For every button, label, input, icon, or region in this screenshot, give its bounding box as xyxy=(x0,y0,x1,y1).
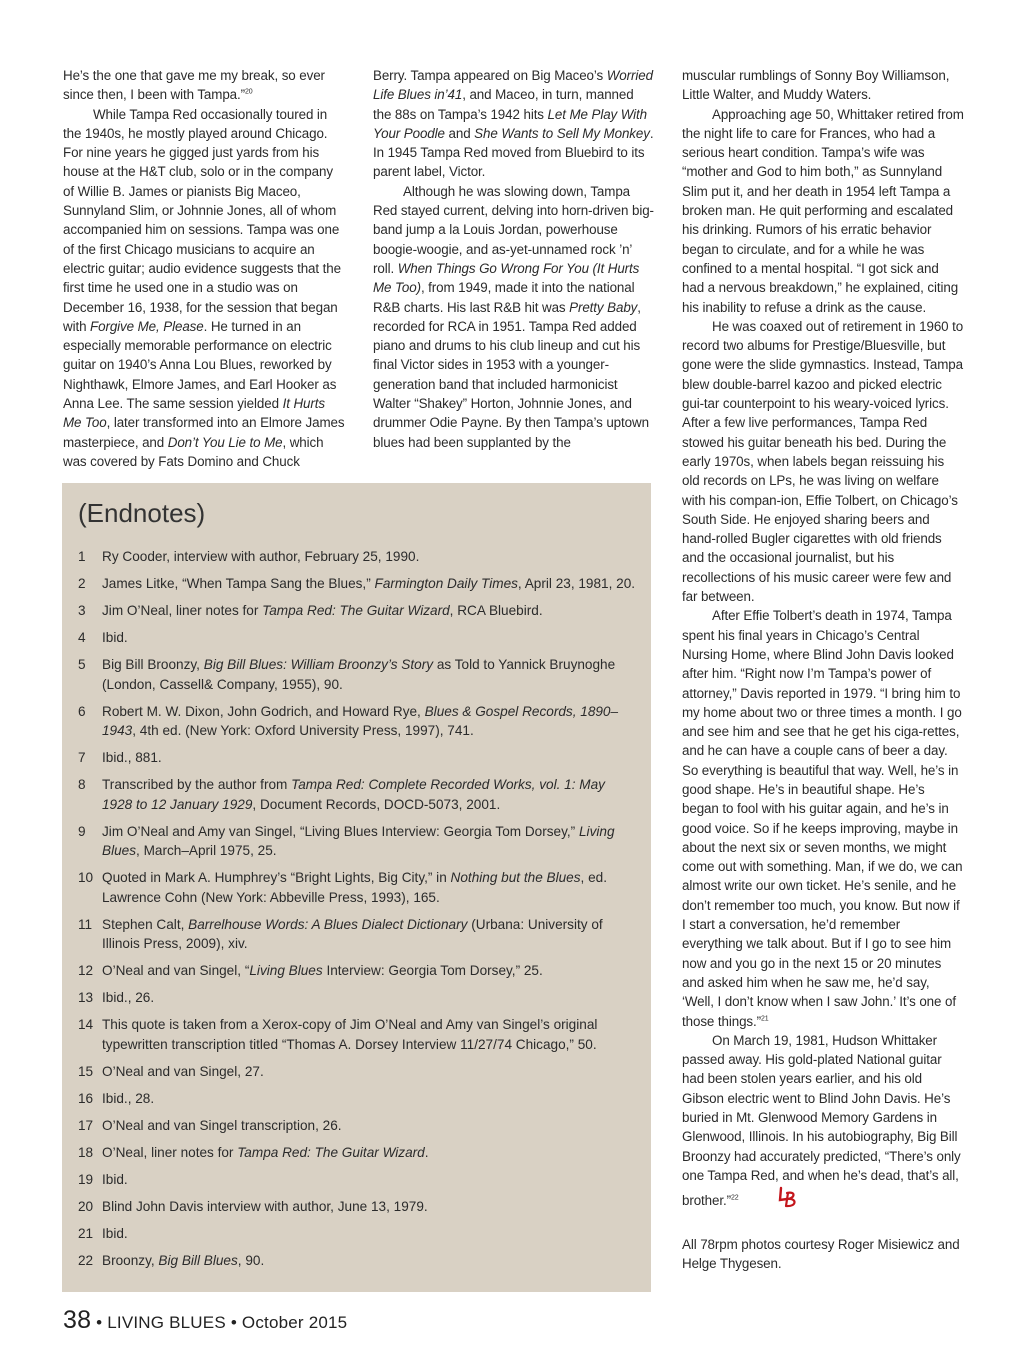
endnote-number: 11 xyxy=(78,916,93,932)
endnote-number: 2 xyxy=(78,576,86,591)
endnote-number: 21 xyxy=(78,1225,94,1241)
article-column-3 xyxy=(682,66,964,1273)
endnote-item: 10 Quoted in Mark A. Humphrey’s “Bright Lights, Big City,” in Nothing but the Blues, ed. Lawrence Cohn (New York: Abbeville Press, 1993), 165. xyxy=(78,870,607,905)
footer-bullet: • xyxy=(96,1313,103,1332)
signature-logo xyxy=(747,1185,801,1214)
page-number: 38 xyxy=(63,1306,92,1334)
endnote-item: 8 Transcribed by the author from Tampa Red: Complete Recorded Works, vol. 1: May 1928 to 12 January 1929, Document Records, DOCD-5073, 2001. xyxy=(78,777,605,812)
endnote-item: 16 Ibid., 28. xyxy=(78,1089,638,1109)
endnote-number: 16 xyxy=(78,1090,94,1106)
endnotes-box xyxy=(62,483,651,1292)
endnote-item: 13 Ibid., 26. xyxy=(78,988,638,1008)
endnote-item: 15 O’Neal and van Singel, 27. xyxy=(78,1062,638,1082)
paragraph: muscular rumblings of Sonny Boy Williamson, Little Walter, and Muddy Waters. xyxy=(682,68,950,103)
paragraph: After Effie Tolbert’s death in 1974, Tampa spent his final years in Chicago’s Central Nursing Home, where Blind John Davis looked after him. “Right now I’m Tampa’s power of attorney,” Davis reported in 1979. “I bring him to my home about two or three times a month. I go and see him and see that he get his ciga-rettes, and he can have a couple cans of beer a day. So everything is beautiful that way. Well, he’s in good shape. He’s in beautiful shape. He’s began to fool with his guitar again, and he’s in good voice. So if he keeps improving, maybe in about the next six or seven months, we might come out with something. Man, if we do, we can almost write our own ticket. He’s senile, and he don’t remember too much, you know. But now if I start a conversation, he’d remember everything we talk about. But if I go to see him now and you go in the next 15 or 20 minutes and asked him when he saw me, he’d say, ‘Well, I don’t know when I saw John.’ It’s one of those things.”$^{21}$ xyxy=(682,608,963,1029)
endnote-number: 17 xyxy=(78,1117,94,1133)
endnote-item: 12 O’Neal and van Singel, “Living Blues Interview: Georgia Tom Dorsey,” 25. xyxy=(78,961,638,981)
endnote-number: 6 xyxy=(78,703,86,719)
endnote-item: 22 Broonzy, Big Bill Blues, 90. xyxy=(78,1251,638,1271)
article-column-1 xyxy=(63,66,346,471)
paragraph: Approaching age 50, Whittaker retired from the night life to care for Frances, who had a serious heart condition. Tampa’s wife was “mother and God to him both,” as Sunnyland Slim put it, and her death in 1954 left Tampa a broken man. He quit performing and escalated his drinking. Rumors of his erratic behavior began to circulate, and for a while he was confined to a mental hospital. “I got sick and had a nervous breakdown,” he explained, citing his inability to refuse a drink as the cause. xyxy=(682,106,964,315)
paragraph: He was coaxed out of retirement in 1960 to record two albums for Prestige/Bluesville, but gone were the slide gymnastics. Instead, Tampa blew double-barrel kazoo and picked electric gui-tar counterpoint to his weary-voiced lyrics. After a few live performances, Tampa Red stowed his guitar beneath his bed. During the early 1970s, when labels began reissuing his old records on LPs, he was living on welfare with his compan-ion, Effie Tolbert, on Chicago’s South Side. He enjoyed sharing beers and hand-rolled Bugler cigarettes with old friends and the occasional journalist, but his recollections of his music career were few and far between. xyxy=(682,318,964,605)
footnote-ref: 21 xyxy=(761,1015,769,1023)
endnote-item: 14 This quote is taken from a Xerox-copy of Jim O’Neal and Amy van Singel’s original typewritten transcription titled “Thomas A. Dorsey Interview 11/27/74 Chicago,” 50. xyxy=(78,1017,598,1052)
endnote-item: 11 Stephen Calt, Barrelhouse Words: A Blues Dialect Dictionary (Urbana: University of Illinois Press, 2009), xiv. xyxy=(78,916,603,951)
magazine-name: LIVING BLUES xyxy=(107,1313,226,1332)
endnote-number: 20 xyxy=(78,1198,94,1214)
endnote-number: 8 xyxy=(78,777,86,792)
endnote-number: 15 xyxy=(78,1063,94,1079)
page-footer xyxy=(63,1306,347,1335)
endnote-number: 7 xyxy=(78,750,86,765)
endnote-number: 10 xyxy=(78,870,94,885)
article-column-2 xyxy=(373,66,655,452)
endnote-item: 9 Jim O’Neal and Amy van Singel, “Living Blues Interview: Georgia Tom Dorsey,” Living Blues, March–April 1975, 25. xyxy=(78,823,615,858)
footer-bullet: • xyxy=(230,1313,237,1332)
endnote-item: 6 Robert M. W. Dixon, John Godrich, and Howard Rye, Blues & Gospel Records, 1890–1943, 4th ed. (New York: Oxford University Press, 1997), 741. xyxy=(78,703,619,738)
endnotes-title: (Endnotes) xyxy=(78,498,206,528)
endnote-item: 21 Ibid. xyxy=(78,1224,638,1244)
photo-credit: All 78rpm photos courtesy Roger Misiewicz and Helge Thygesen. xyxy=(682,1236,960,1271)
endnote-item: 17 O’Neal and van Singel transcription, 26. xyxy=(78,1116,638,1136)
endnote-item: 3 Jim O’Neal, liner notes for Tampa Red: The Guitar Wizard, RCA Bluebird. xyxy=(78,601,638,621)
endnote-number: 1 xyxy=(78,549,86,564)
endnote-item: 20 Blind John Davis interview with author, June 13, 1979. xyxy=(78,1197,638,1217)
endnote-number: 22 xyxy=(78,1252,94,1268)
endnote-item: 18 O’Neal, liner notes for Tampa Red: The Guitar Wizard. xyxy=(78,1143,638,1163)
endnotes-list xyxy=(78,547,638,1278)
endnote-item: 1 Ry Cooder, interview with author, February 25, 1990. xyxy=(78,547,638,567)
endnote-item: 2 James Litke, “When Tampa Sang the Blues,” Farmington Daily Times, April 23, 1981, 20. xyxy=(78,574,638,594)
endnote-number: 19 xyxy=(78,1171,94,1187)
endnote-item: 4 Ibid. xyxy=(78,628,638,648)
endnote-item: 19 Ibid. xyxy=(78,1170,638,1190)
footnote-ref: 20 xyxy=(245,88,253,96)
endnote-number: 12 xyxy=(78,963,94,978)
paragraph: Although he was slowing down, Tampa Red stayed current, delving into horn-driven big-band jump a la Louis Jordan, powerhouse boogie-woogie, and as-yet-unnamed rock ’n’ roll. When Things Go Wrong For You (It Hurts Me Too), from 1949, made it into the national R&B charts. His last R&B hit was Pretty Baby, recorded for RCA in 1951. Tampa Red added piano and drums to his club lineup and cut his final Victor sides in 1953 with a younger-generation band that included harmonicist Walter “Shakey” Horton, Johnnie Jones, and drummer Odie Payne. By then Tampa’s uptown blues had been supplanted by the xyxy=(373,183,654,450)
paragraph: Berry. Tampa appeared on Big Maceo’s Worried Life Blues in’41, and Maceo, in turn, manned the 88s on Tampa’s 1942 hits Let Me Play With Your Poodle and She Wants to Sell My Monkey. In 1945 Tampa Red moved from Bluebird to its parent label, Victor. xyxy=(373,68,654,180)
paragraph: He’s the one that gave me my break, so ever since then, I been with Tampa.”$^{20}$ xyxy=(63,68,325,103)
endnote-number: 14 xyxy=(78,1017,94,1032)
endnote-item: 5 Big Bill Broonzy, Big Bill Blues: William Broonzy’s Story as Told to Yannick Bruynoghe (London, Cassell& Company, 1955), 90. xyxy=(78,657,616,692)
issue-date: October 2015 xyxy=(241,1313,348,1332)
endnote-number: 5 xyxy=(78,657,86,672)
endnote-number: 4 xyxy=(78,630,86,645)
paragraph: On March 19, 1981, Hudson Whittaker passed away. His gold-plated National guitar had been stolen years earlier, and his old Gibson electric went to Blind John Davis. He’s buried in Mt. Glenwood Memory Gardens in Glenwood, Illinois. In his autobiography, Big Bill Broonzy had accurately predicted, “There’s only one Tampa Red, and when he’s dead, that’s all, brother.”$^{22}$ xyxy=(682,1031,964,1215)
paragraph: While Tampa Red occasionally toured in the 1940s, he mostly played around Chicago. For nine years he gigged just yards from his house at the H&T club, solo or in the company of Willie B. James or pianists Big Maceo, Sunnyland Slim, or Johnnie Jones, all of whom accompanied him on sessions. Tampa was one of the first Chicago musicians to acquire an electric guitar; audio evidence suggests that the first time he used one in a studio was on December 16, 1938, for the session that began with Forgive Me, Please. He turned in an especially memorable performance on electric guitar on 1940’s Anna Lou Blues, reworked by Nighthawk, Elmore James, and Earl Hooker as Anna Lee. The same session yielded It Hurts Me Too, later transformed into an Elmore James masterpiece, and Don’t You Lie to Me, which was covered by Fats Domino and Chuck xyxy=(63,106,345,469)
endnote-number: 9 xyxy=(78,823,86,839)
endnote-number: 13 xyxy=(78,990,94,1005)
endnote-number: 18 xyxy=(78,1144,94,1160)
endnote-number: 3 xyxy=(78,603,86,618)
endnote-item: 7 Ibid., 881. xyxy=(78,748,638,768)
footnote-ref: 22 xyxy=(730,1194,739,1202)
